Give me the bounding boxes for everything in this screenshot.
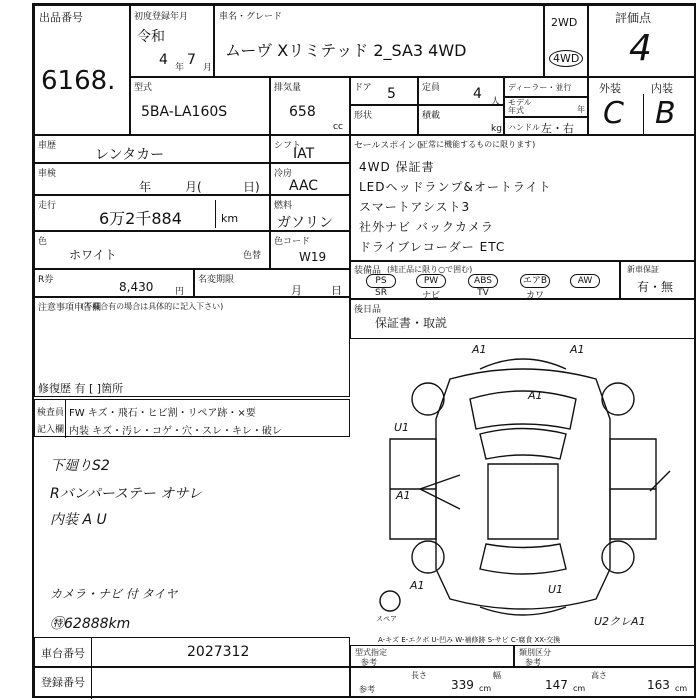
displacement-label: 排気量 xyxy=(274,83,302,93)
accessories-value: 保証書・取説 xyxy=(375,316,448,330)
type-box xyxy=(130,77,270,135)
auction-sheet xyxy=(32,3,696,698)
registration-m: 月 xyxy=(291,284,302,297)
damage-marker xyxy=(420,475,460,509)
sales-points-sub: (正常に機能するものに限ります) xyxy=(417,140,536,149)
grade-value: 4 xyxy=(629,28,652,69)
damage-label: A1 xyxy=(396,489,411,502)
windshield-outline xyxy=(480,429,566,460)
color-code-value: W19 xyxy=(299,250,327,264)
height-label: 高さ xyxy=(591,671,607,680)
model-year-unit: 年 xyxy=(577,105,585,114)
sales-points-box xyxy=(350,135,696,261)
height-value: 163 xyxy=(647,678,670,692)
dealer-label: ディーラー・並行 xyxy=(508,83,572,92)
new-manual-box xyxy=(620,261,696,299)
first-reg-label: 初度登録年月 xyxy=(134,12,189,22)
class-ref: 参考 xyxy=(525,658,541,667)
model-year-box xyxy=(504,97,588,117)
fuel-label: 燃料 xyxy=(274,201,293,211)
lot-number: 6168. xyxy=(41,66,116,96)
inspector-label1: 検査員 xyxy=(37,408,65,418)
displacement-unit: cc xyxy=(333,122,343,132)
wheel-rear-right xyxy=(602,541,634,573)
color-box xyxy=(34,231,270,269)
capacity-value: 4 xyxy=(473,86,482,102)
damage-label: U2クレA1 xyxy=(594,615,646,628)
recycle-box xyxy=(34,269,194,297)
notes-sub: (不具合有の場合は具体的に記入下さい) xyxy=(81,302,224,311)
wheel-front-left xyxy=(412,383,444,415)
equipment-item xyxy=(515,274,555,301)
history-value: レンタカー xyxy=(95,147,165,163)
sales-point-2: LEDヘッドランプ&オートライト xyxy=(359,180,552,194)
damage-label: A1 xyxy=(528,389,543,402)
aircon-value: AAC xyxy=(289,178,319,194)
spare-label: スペア xyxy=(376,615,397,623)
first-reg-y: 年 xyxy=(175,63,185,73)
int-value: B xyxy=(655,96,676,131)
regno-label: 登録番号 xyxy=(41,676,85,689)
equipment-top: PW xyxy=(416,274,446,288)
accessories-box xyxy=(350,299,696,339)
equipment-top: PS xyxy=(366,274,396,288)
type-value: 5BA-LA160S xyxy=(141,104,228,120)
doors-label: ドア xyxy=(354,83,372,93)
sales-point-4: 社外ナビ バックカメラ xyxy=(359,220,494,234)
type-label: 型式 xyxy=(134,83,153,93)
chassis-label: 車台番号 xyxy=(41,647,85,660)
damage-label: A1 xyxy=(472,343,487,356)
first-reg-era: 令和 xyxy=(137,29,165,45)
capacity-label: 定員 xyxy=(422,83,441,93)
sales-point-1: 4WD 保証書 xyxy=(359,160,435,174)
capacity-box xyxy=(418,77,504,105)
history-box xyxy=(34,135,270,163)
damage-legend: A-キズ E-エクボ U-凹み W-補修跡 S-サビ C-腐食 XX-交換 xyxy=(378,636,561,644)
shape-box xyxy=(350,105,418,135)
width-value: 147 xyxy=(545,678,568,692)
damage-marker xyxy=(650,471,670,491)
lot-box xyxy=(34,5,130,135)
equipment-item xyxy=(463,274,503,298)
int-label: 内装 xyxy=(651,82,673,95)
sales-point-3: スマートアシスト3 xyxy=(359,200,471,214)
inspection-label: 車検 xyxy=(38,169,57,179)
equipment-item xyxy=(361,274,401,298)
equipment-item xyxy=(411,274,451,301)
model-label: 車名・グレード xyxy=(219,12,283,22)
wheel-rear-left xyxy=(412,541,444,573)
model-value: ムーヴ Xリミテッド 2_SA3 4WD xyxy=(225,41,467,60)
displacement-box xyxy=(270,77,350,135)
color-label: 色 xyxy=(38,237,48,247)
length-value: 339 xyxy=(451,678,474,692)
drive-4wd: 4WD xyxy=(549,50,583,67)
width-label: 幅 xyxy=(493,671,501,680)
displacement-value: 658 xyxy=(289,104,316,120)
car-diagram xyxy=(350,339,696,629)
equipment-top: ABS xyxy=(468,274,498,288)
shift-value: IAT xyxy=(293,146,315,162)
type-spec-box xyxy=(350,645,514,667)
height-unit: cm xyxy=(675,684,688,693)
inspection-d: 日) xyxy=(243,180,260,194)
fuel-box xyxy=(270,195,350,231)
drive-box xyxy=(544,5,588,77)
recycle-label: R券 xyxy=(38,275,54,285)
hand-note-1: 下廻りS2 xyxy=(50,458,110,474)
grade-box xyxy=(588,5,696,77)
length-ref: 参考 xyxy=(359,685,375,694)
new-manual-label: 新車保証 xyxy=(627,265,659,274)
body-outline xyxy=(436,369,610,609)
type-spec-ref: 参考 xyxy=(361,658,377,667)
first-reg-year: 4 xyxy=(159,52,168,68)
width-unit: cm xyxy=(573,684,586,693)
hand-note-5: ㊕62888km xyxy=(50,616,131,632)
equipment-bottom: ナビ xyxy=(421,291,440,301)
color-value: ホワイト xyxy=(69,248,117,262)
damage-label: A1 xyxy=(410,579,425,592)
mileage-box xyxy=(34,195,270,231)
ext-int-divider xyxy=(643,94,644,136)
type-spec-label: 型式指定 xyxy=(355,648,387,657)
rear-window-outline xyxy=(480,544,566,574)
spare-tire xyxy=(380,591,400,611)
equipment-top: エアB xyxy=(520,274,550,288)
equipment-bottom: TV xyxy=(477,288,489,298)
equipment-label: 装備品 xyxy=(354,266,382,276)
hand-note-4: カメラ・ナビ 付 タイヤ xyxy=(50,587,178,601)
wheel-front-right xyxy=(602,383,634,415)
shape-label: 形状 xyxy=(354,111,373,121)
regno-box xyxy=(34,667,350,698)
equipment-sub: (純正品に限り○で囲む) xyxy=(387,265,473,274)
accessories-label: 後日品 xyxy=(354,305,382,315)
dims-box xyxy=(350,667,696,698)
load-unit: kg xyxy=(491,124,502,134)
history-label: 車歴 xyxy=(38,141,57,151)
inspector-label2: 記入欄 xyxy=(37,425,65,435)
roof-outline xyxy=(488,464,558,539)
notes-label: 注意事項申告欄 xyxy=(38,303,102,313)
color-code-box xyxy=(270,231,350,269)
dealer-box xyxy=(504,77,588,97)
doors-value: 5 xyxy=(387,86,396,102)
regno-divider xyxy=(91,668,92,699)
grade-label: 評価点 xyxy=(615,11,652,25)
hand-note-3: 内装 A U xyxy=(50,512,107,528)
first-reg-m: 月 xyxy=(203,63,213,73)
drive-2wd: 2WD xyxy=(551,16,578,29)
equipment-item xyxy=(565,274,605,288)
inspector-row2: 内装 キズ・汚レ・コゲ・穴・スレ・キレ・破レ xyxy=(69,426,282,437)
lot-label: 出品番号 xyxy=(39,11,83,24)
equipment-bottom: カワ xyxy=(525,291,544,301)
registration-d: 日 xyxy=(331,284,342,297)
inspection-m: 月( xyxy=(185,180,202,194)
ext-value: C xyxy=(603,96,624,131)
class-label: 類別区分 xyxy=(519,648,551,657)
hood-outline xyxy=(470,391,576,429)
damage-label: A1 xyxy=(570,343,585,356)
load-label: 積載 xyxy=(422,111,441,121)
ext-label: 外装 xyxy=(599,82,621,95)
fuel-value: ガソリン xyxy=(277,215,333,231)
recycle-unit: 円 xyxy=(175,287,185,297)
chassis-box xyxy=(34,637,350,667)
equipment-box xyxy=(350,261,620,299)
mileage-unit: km xyxy=(221,212,239,225)
hand-note-2: Rバンパーステー オサレ xyxy=(50,486,202,502)
length-label: 長さ xyxy=(411,671,427,680)
handle-value: 左・右 xyxy=(541,122,574,135)
inspection-y: 年 xyxy=(139,180,152,194)
shift-label: シフト xyxy=(274,141,302,151)
damage-label: U1 xyxy=(394,421,410,434)
sales-point-5: ドライブレコーダー ETC xyxy=(359,240,506,254)
handle-label: ハンドル xyxy=(508,123,540,132)
notes-box xyxy=(34,297,350,397)
color-code-label: 色コード xyxy=(274,237,311,247)
length-unit: cm xyxy=(479,684,492,693)
first-reg-box xyxy=(130,5,214,77)
mileage-value: 6万2千884 xyxy=(99,209,182,228)
first-reg-month: 7 xyxy=(187,52,196,68)
registration-label: 名変期限 xyxy=(198,275,235,285)
shift-box xyxy=(270,135,350,163)
inspector-row1: FW キズ・飛石・ヒビ割・リペア跡・×要 xyxy=(69,408,256,419)
ext-int-box xyxy=(588,77,696,135)
equipment-bottom: SR xyxy=(375,288,387,298)
registration-box xyxy=(194,269,350,297)
color-swap-label: 色替 xyxy=(243,251,262,261)
mileage-divider xyxy=(215,200,216,228)
repair-history: 修復歴 有 [ ]箇所 xyxy=(38,382,124,395)
model-box xyxy=(214,5,544,77)
handle-box xyxy=(504,117,588,135)
class-box xyxy=(514,645,696,667)
inspector-box xyxy=(34,399,350,437)
chassis-divider xyxy=(91,638,92,668)
sales-points-label: セールスポイント xyxy=(354,141,426,151)
doors-box xyxy=(350,77,418,105)
chassis-value: 2027312 xyxy=(187,644,250,660)
front-bumper-outline xyxy=(480,359,566,369)
equipment-top: AW xyxy=(570,274,600,288)
model-year-label: モデル年式 xyxy=(508,98,532,115)
inspection-box xyxy=(34,163,270,195)
capacity-unit: 人 xyxy=(491,97,501,107)
rear-bumper-outline xyxy=(480,607,566,615)
load-box xyxy=(418,105,504,135)
recycle-value: 8,430 xyxy=(119,280,154,294)
damage-label: U1 xyxy=(548,583,564,596)
aircon-box xyxy=(270,163,350,195)
mileage-label: 走行 xyxy=(38,201,57,211)
inspector-divider xyxy=(65,400,66,438)
new-manual-value: 有・無 xyxy=(637,280,674,294)
aircon-label: 冷房 xyxy=(274,169,293,179)
